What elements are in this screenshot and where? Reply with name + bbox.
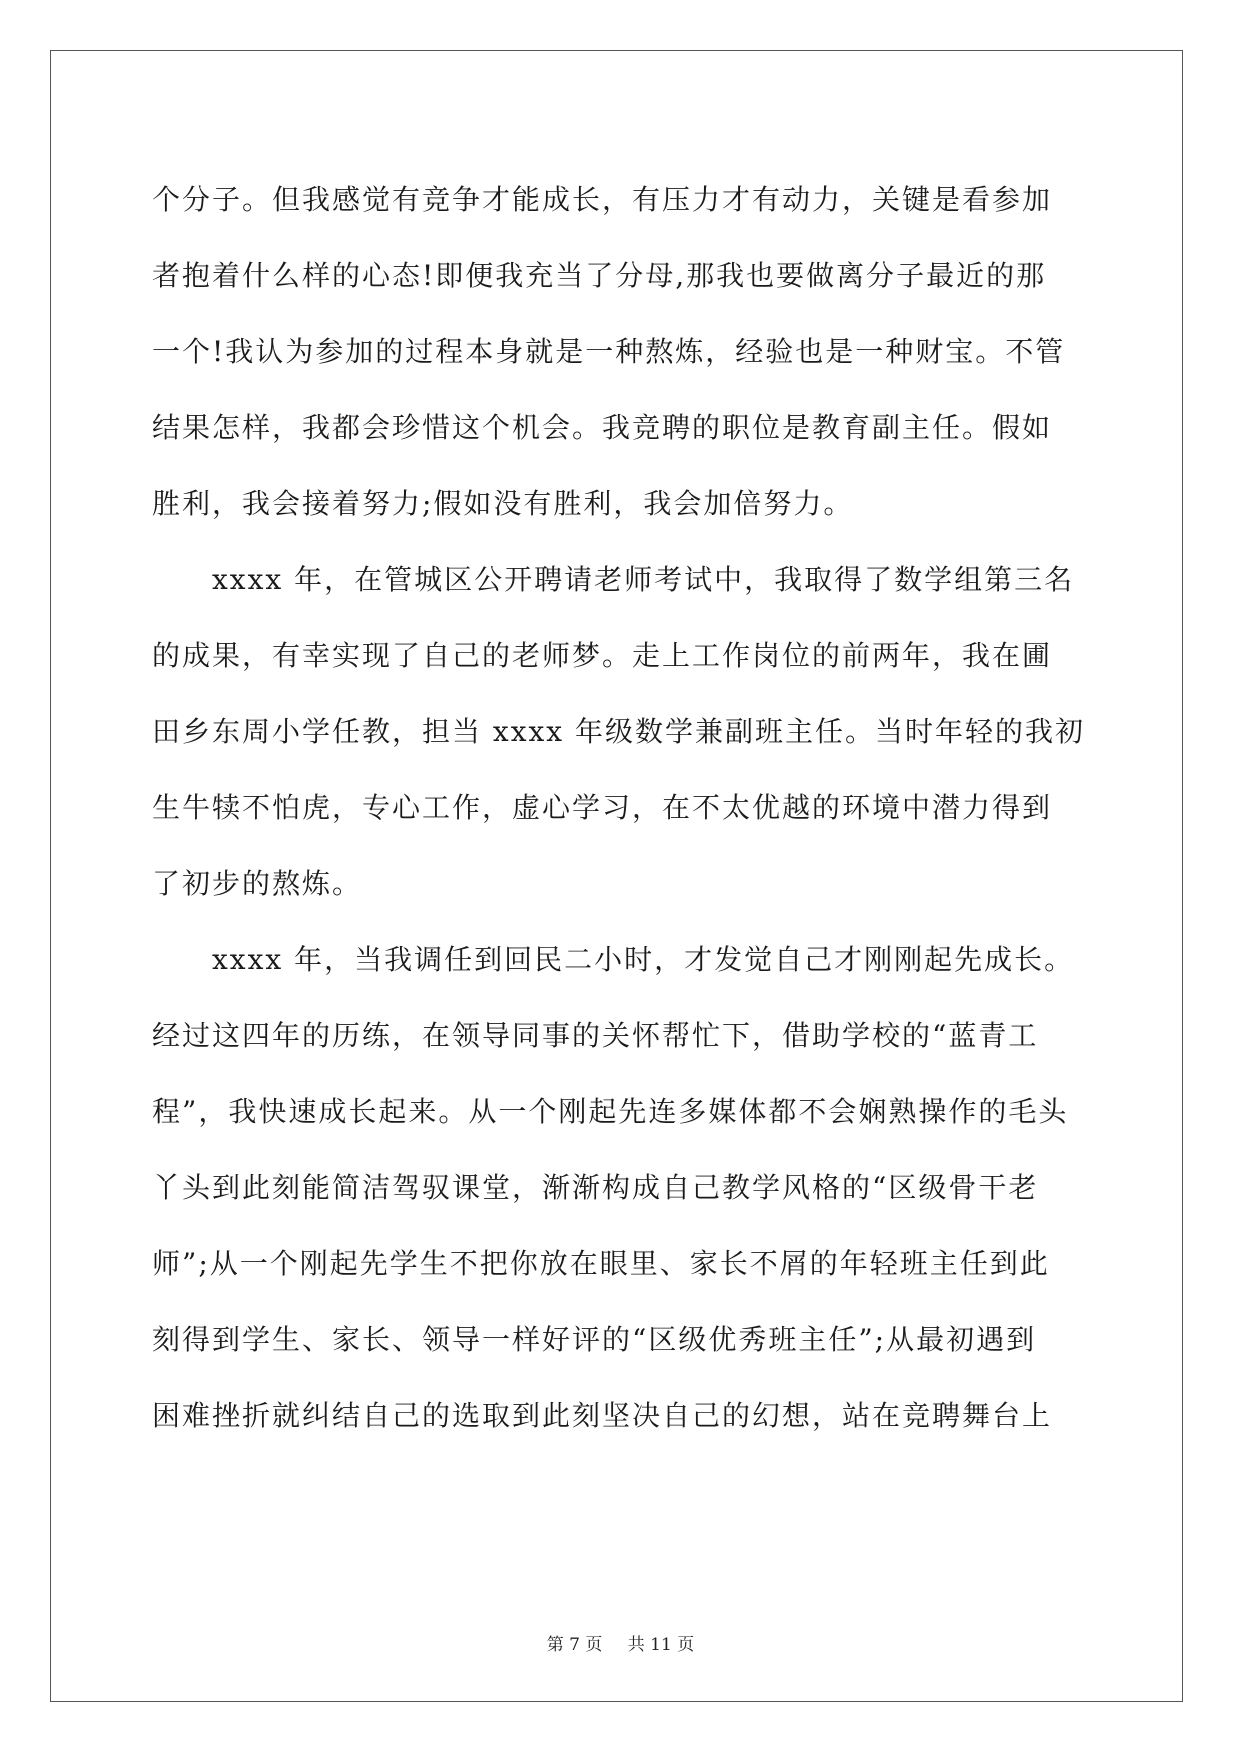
text-line: 师”;从一个刚起先学生不把你放在眼里、家长不屑的年轻班主任到此: [152, 1247, 1050, 1280]
page-footer: [0, 1630, 1241, 1655]
text-line: 胜利，我会接着努力;假如没有胜利，我会加倍努力。: [152, 487, 854, 520]
page-number: 第 7 页: [546, 1635, 603, 1655]
text-line: 生牛犊不怕虎，专心工作，虚心学习，在不太优越的环境中潜力得到: [152, 791, 1053, 824]
text-line: 了初步的熬炼。: [152, 867, 363, 900]
text-line: 程”，我快速成长起来。从一个刚起先连多媒体都不会娴熟操作的毛头: [152, 1095, 1069, 1128]
text-line: 者抱着什么样的心态!即便我充当了分母,那我也要做离分子最近的那: [152, 259, 1047, 292]
text-line: 结果怎样，我都会珍惜这个机会。我竞聘的职位是教育副主任。假如: [152, 411, 1053, 444]
document-body: [152, 162, 1092, 1454]
text-line: 田乡东周小学任教，担当 xxxx 年级数学兼副班主任。当时年轻的我初: [152, 715, 1085, 748]
text-line: 的成果，有幸实现了自己的老师梦。走上工作岗位的前两年，我在圃: [152, 639, 1053, 672]
page-total: 共 11 页: [627, 1635, 695, 1655]
text-line: 个分子。但我感觉有竞争才能成长，有压力才有动力，关键是看参加: [152, 183, 1053, 216]
text-line: 刻得到学生、家长、领导一样好评的“区级优秀班主任”;从最初遇到: [152, 1323, 1037, 1356]
paragraph-start-line: xxxx 年，当我调任到回民二小时，才发觉自己才刚刚起先成长。: [212, 943, 1075, 976]
text-line: 困难挫折就纠结自己的选取到此刻坚决自己的幻想，站在竞聘舞台上: [152, 1399, 1053, 1432]
text-line: 经过这四年的历练，在领导同事的关怀帮忙下，借助学校的“蓝青工: [152, 1019, 1039, 1052]
paragraph-start-line: xxxx 年，在管城区公开聘请老师考试中，我取得了数学组第三名: [212, 563, 1075, 596]
text-line: 一个!我认为参加的过程本身就是一种熬炼，经验也是一种财宝。不管: [152, 335, 1066, 368]
text-line: 丫头到此刻能简洁驾驭课堂，渐渐构成自己教学风格的“区级骨干老: [152, 1171, 1039, 1204]
